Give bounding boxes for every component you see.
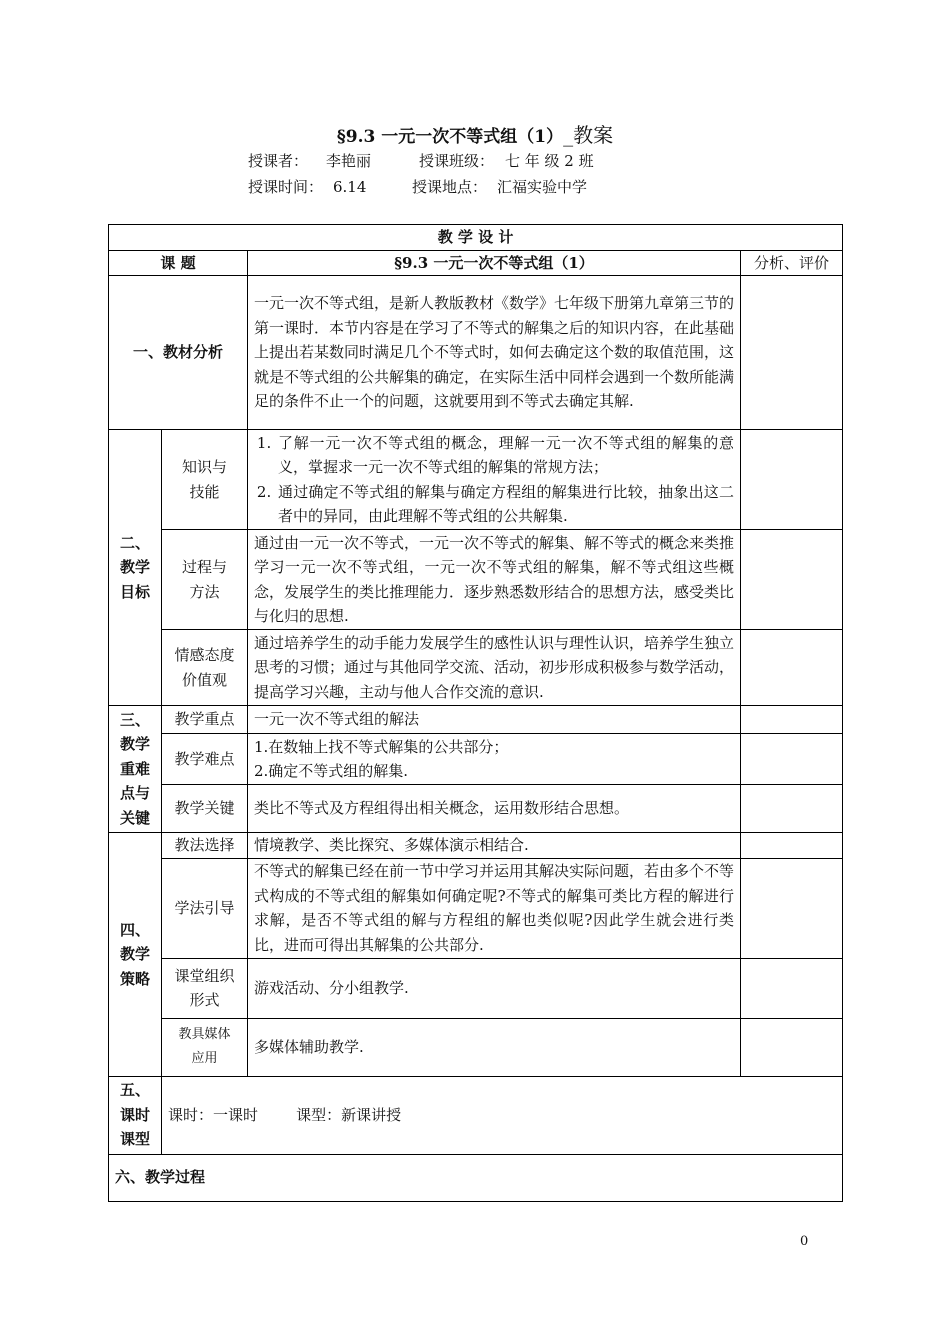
type-label-line-2: 课时 (119, 1105, 150, 1124)
teaching-key-label: 教学关键 (162, 785, 248, 833)
class-organization-row (109, 958, 843, 1018)
emotion-values-label (162, 630, 248, 706)
emotion-values-text: 通过培养学生的动手能力发展学生的感性认识与理性认识，培养学生独立思考的习惯；通过与其他同学交流、活动，初步形成积极参与数学活动，提高学习兴趣，主动与他人合作交流的意识. (248, 630, 741, 706)
review-label: 分析、评价 (741, 250, 843, 276)
org-label-line-2: 形式 (189, 991, 220, 1009)
class-label: 授课班级： (419, 152, 495, 170)
teaching-focus-row (109, 706, 843, 734)
process-label-line-2: 方法 (189, 582, 220, 601)
strategy-label-line-1: 四、 (119, 920, 150, 939)
topic-label: 课 题 (109, 250, 248, 276)
process-method-text: 通过由一元一次不等式，一元一次不等式的解集、解不等式的概念来类推学习一元一次不等式组，一元一次不等式组的解集，解不等式组这些概念，发展学生的类比推理能力．逐步熟悉数形结合的思想方法，感受类比与化归的思想. (248, 530, 741, 630)
material-analysis-text: 一元一次不等式组，是新人教版教材《数学》七年级下册第九章第三节的第一课时．本节内容是在学习了不等式的解集之后的知识内容，在此基础上提出若某数同时满足几个不等式时，如何去确定这个数的取值范围，这就是不等式组的公共解集的确定，在实际生活中同样会遇到一个数所能满足的条件不止一个的问题，这就要用到不等式去确定其解. (248, 276, 741, 430)
place-value: 汇福实验中学 (497, 178, 588, 196)
review-cell (741, 958, 843, 1018)
lesson-type-label (109, 1076, 162, 1154)
time-value: 6.14 (333, 178, 367, 196)
material-analysis-row (109, 276, 843, 430)
title-main: §9.3 一元一次不等式组（1） (336, 127, 564, 147)
teaching-goals-label (109, 430, 162, 706)
teaching-media-label (162, 1018, 248, 1076)
lesson-type-row (109, 1076, 843, 1154)
class-organization-label (162, 958, 248, 1018)
method-choice-text: 情境教学、类比探究、多媒体演示相结合. (248, 833, 741, 859)
review-cell (741, 430, 843, 530)
knowledge-label-line-2: 技能 (189, 482, 220, 501)
teaching-difficulty-row (109, 734, 843, 785)
review-cell (741, 858, 843, 958)
teaching-process-label: 六、教学过程 (109, 1154, 843, 1201)
media-label-line-1: 教具媒体 (178, 1026, 231, 1042)
study-guide-text: 不等式的解集已经在前一节中学习并运用其解决实际问题，若由多个不等式构成的不等式组的解集如何确定呢?不等式的解集可类比方程的解进行求解，是否不等式组的解与方程组的解也类似呢?因此学生就会进行类比，进而可得出其解集的公共部分. (248, 858, 741, 958)
strategy-label-line-2: 教学 (119, 945, 150, 963)
material-analysis-label: 一、教材分析 (109, 276, 248, 430)
teaching-key-row (109, 785, 843, 833)
review-cell (741, 833, 843, 859)
page-title (0, 122, 950, 150)
design-title: 教 学 设 计 (109, 225, 843, 251)
study-guide-row (109, 858, 843, 958)
list-item: 2. 通过确定不等式组的解集与确定方程组的解集进行比较，抽象出这二者中的异同，由此理解不等式组的公共解集. (276, 480, 734, 529)
method-choice-label: 教法选择 (162, 833, 248, 859)
teacher-name: 李艳丽 (326, 152, 372, 170)
type-label-line-3: 课型 (119, 1130, 150, 1149)
time-label: 授课时间： (248, 178, 324, 196)
key-label-line-3: 重难 (119, 759, 150, 778)
teaching-strategy-label (109, 833, 162, 1077)
emotion-label-line-2: 价值观 (181, 670, 227, 689)
teaching-media-row (109, 1018, 843, 1076)
review-cell (741, 706, 843, 734)
emotion-label-line-1: 情感态度 (174, 646, 235, 664)
org-label-line-1: 课堂组织 (174, 966, 235, 985)
knowledge-skill-label (162, 430, 248, 530)
review-cell (741, 1018, 843, 1076)
review-cell (741, 530, 843, 630)
goals-label-line-3: 目标 (119, 582, 150, 601)
process-method-row (109, 530, 843, 630)
teaching-focus-text: 一元一次不等式组的解法 (248, 706, 741, 734)
teaching-difficulty-text (248, 734, 741, 785)
teaching-focus-label: 教学重点 (162, 706, 248, 734)
review-cell (741, 785, 843, 833)
list-item: 1. 了解一元一次不等式组的概念，理解一元一次不等式组的解集的意义，掌握求一元一次不等式组的解集的常规方法； (276, 431, 734, 480)
difficulty-item-2: 2.确定不等式组的解集. (254, 762, 409, 780)
study-guide-label: 学法引导 (162, 858, 248, 958)
teaching-key-text: 类比不等式及方程组得出相关概念，运用数形结合思想。 (248, 785, 741, 833)
teaching-difficulty-label: 教学难点 (162, 734, 248, 785)
process-method-label (162, 530, 248, 630)
method-choice-row (109, 833, 843, 859)
design-header-row (109, 225, 843, 251)
review-cell (741, 630, 843, 706)
title-suffix: _教案 (563, 123, 614, 147)
key-label-line-1: 三、 (119, 710, 150, 729)
teacher-label: 授课者： (248, 152, 309, 170)
strategy-label-line-3: 策略 (119, 969, 150, 988)
class-value: 七 年 级 2 班 (505, 152, 594, 170)
lesson-plan-table (108, 224, 843, 1202)
knowledge-label-line-1: 知识与 (181, 458, 227, 476)
knowledge-skill-text (248, 430, 741, 530)
emotion-values-row (109, 630, 843, 706)
key-label-line-5: 关键 (119, 808, 150, 827)
topic-value: §9.3 一元一次不等式组（1） (248, 250, 741, 276)
goals-label-line-2: 教学 (119, 558, 150, 577)
lesson-type-text: 课时：一课时 课型：新课讲授 (162, 1076, 843, 1154)
key-difficult-points-label (109, 706, 162, 833)
class-organization-text: 游戏活动、分小组教学. (248, 958, 741, 1018)
difficulty-item-1: 1.在数轴上找不等式解集的公共部分； (254, 737, 509, 756)
key-label-line-4: 点与 (119, 784, 150, 803)
review-cell (741, 734, 843, 785)
process-label-line-1: 过程与 (181, 558, 227, 576)
knowledge-skill-row (109, 430, 843, 530)
teaching-media-text: 多媒体辅助教学. (248, 1018, 741, 1076)
place-label: 授课地点： (412, 178, 488, 196)
knowledge-list (254, 431, 734, 529)
key-label-line-2: 教学 (119, 735, 150, 754)
review-cell (741, 276, 843, 430)
page-number: 0 (800, 1234, 809, 1249)
goals-label-line-1: 二、 (119, 533, 150, 552)
type-label-line-1: 五、 (119, 1081, 150, 1100)
teaching-process-row (109, 1154, 843, 1201)
media-label-line-2: 应用 (191, 1051, 218, 1066)
topic-row (109, 250, 843, 276)
